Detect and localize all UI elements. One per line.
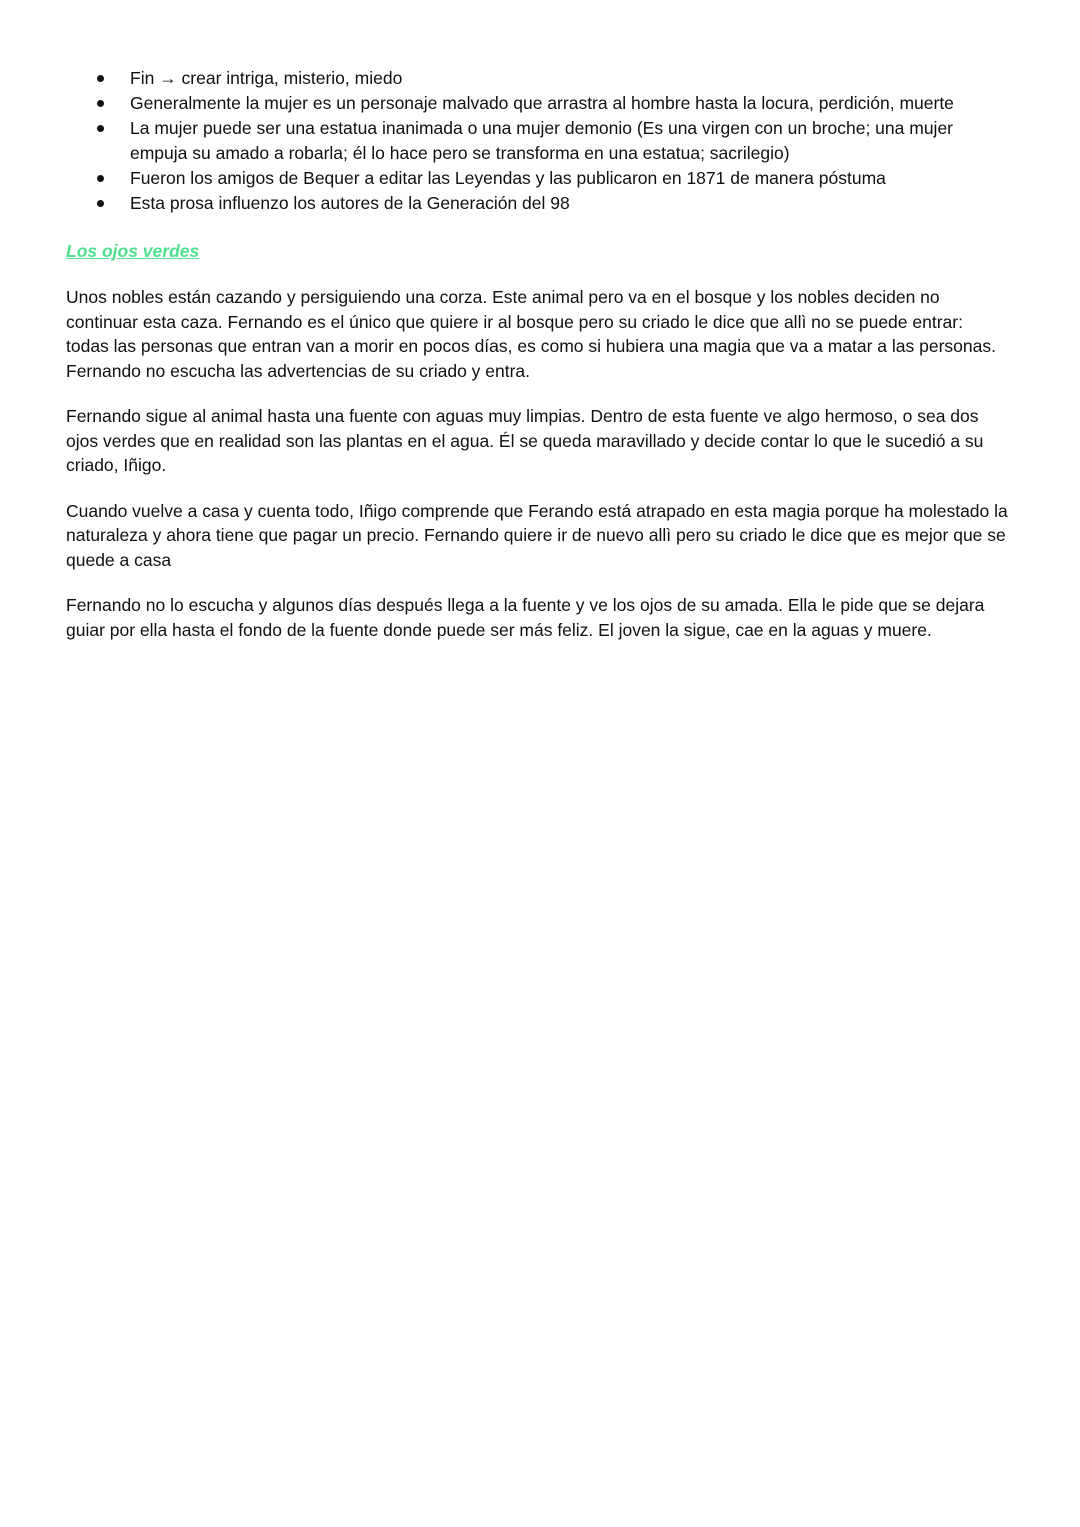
bullet-text: Generalmente la mujer es un personaje malvado que arrastra al hombre hasta la locura, perdición, muerte — [130, 93, 954, 113]
paragraph: Cuando vuelve a casa y cuenta todo, Iñigo comprende que Ferando está atrapado en esta magia porque ha molestado la naturaleza y ahora tiene que pagar un precio. Fernando quiere ir de nuevo allì pero su criado le dice que es mejor que se quede a casa — [66, 500, 1008, 570]
bullet-dot-icon — [97, 75, 104, 82]
paragraph: Fernando sigue al animal hasta una fuente con aguas muy limpias. Dentro de esta fuente ve algo hermoso, o sea dos ojos verdes que en realidad son las plantas en el agua. Él se queda maravillado y decide contar lo que le sucedió a su criado, Iñigo. — [66, 406, 984, 475]
section-title: Los ojos verdes — [66, 241, 200, 261]
bullet-dot-icon — [97, 200, 104, 207]
bullet-item — [130, 66, 1014, 91]
bullet-item — [130, 116, 1014, 166]
bullet-text: Esta prosa influenzo los autores de la Generación del 98 — [130, 193, 570, 213]
bullet-dot-icon — [97, 175, 104, 182]
paragraph: Fernando no lo escucha y algunos días después llega a la fuente y ve los ojos de su amada. Ella le pide que se dejara guiar por ella hasta el fondo de la fuente donde puede ser más feliz. El joven la sigue, cae en la aguas y muere. — [66, 595, 985, 640]
bullet-list — [66, 66, 1014, 216]
bullet-item — [130, 191, 1014, 216]
bullet-text: Fin → crear intriga, misterio, miedo — [130, 68, 403, 88]
bullet-item — [130, 166, 1014, 191]
paragraph: Unos nobles están cazando y persiguiendo una corza. Este animal pero va en el bosque y los nobles deciden no continuar esta caza. Fernando es el único que quiere ir al bosque pero su criado le dice que allì no se puede entrar: todas las personas que entran van a morir en pocos días, es como si hubiera una magia que va a matar a las personas. Fernando no escucha las advertencias de su criado y entra. — [66, 287, 996, 381]
bullet-dot-icon — [97, 100, 104, 107]
bullet-text: Fueron los amigos de Bequer a editar las Leyendas y las publicaron en 1871 de manera póstuma — [130, 168, 886, 188]
bullet-text: La mujer puede ser una estatua inanimada o una mujer demonio (Es una virgen con un broche; una mujer empuja su amado a robarla; él lo hace pero se transforma en una estatua; sacrilegio) — [130, 118, 954, 163]
bullet-item — [130, 91, 1014, 116]
bullet-dot-icon — [97, 125, 104, 132]
